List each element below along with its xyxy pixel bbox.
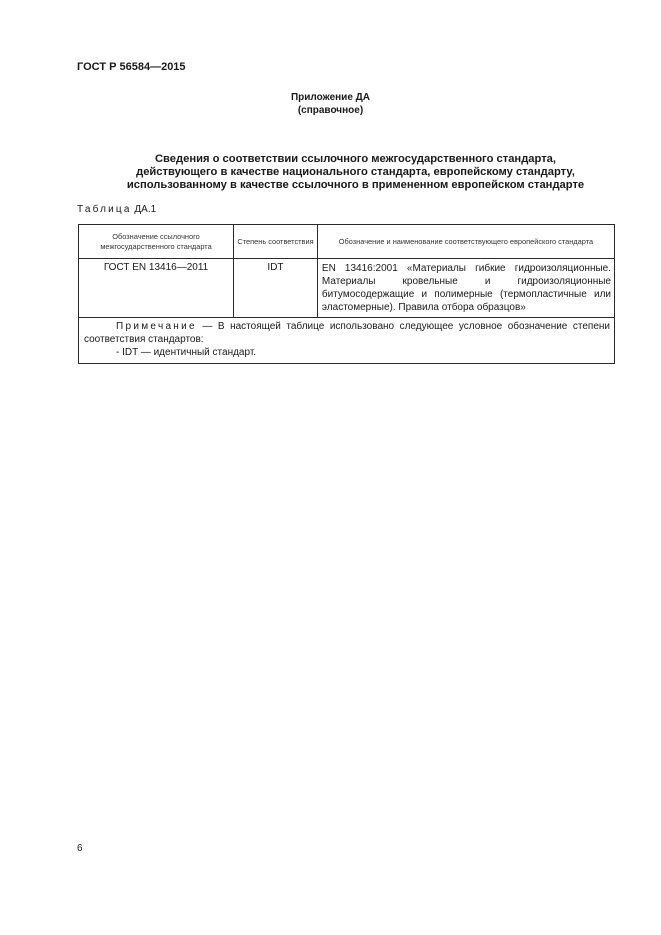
document-id: ГОСТ Р 56584—2015 xyxy=(77,61,186,73)
table-caption-label: Таблица xyxy=(77,204,132,215)
page-number: 6 xyxy=(77,843,83,854)
annex-subtitle: (справочное) xyxy=(297,105,364,116)
column-header-degree: Степень соответствия xyxy=(234,225,318,259)
table-note xyxy=(79,318,615,364)
table-caption-number: ДА.1 xyxy=(134,204,157,215)
annex-title: Приложение ДА xyxy=(290,92,371,103)
annex-heading xyxy=(0,91,661,117)
table-caption xyxy=(77,204,156,215)
note-label: Примечание xyxy=(116,321,197,332)
table-header-row xyxy=(79,225,615,259)
correspondence-table xyxy=(78,224,615,364)
note-paragraph xyxy=(84,320,610,346)
note-text: — В настоящей таблице использовано следующее условное обозначение степени соответствия стандартов: xyxy=(84,321,610,345)
table-row xyxy=(79,259,615,318)
column-header-designation: Обозначение ссылочного межгосударственного стандарта xyxy=(79,225,234,259)
section-heading xyxy=(90,153,621,192)
cell-european: EN 13416:2001 «Материалы гибкие гидроизоляционные. Материалы кровельные и гидроизоляционные битумосодержащие и полимерные (термопластичные или эластомерные). Правила отбора образцов» xyxy=(317,259,614,318)
cell-designation: ГОСТ EN 13416—2011 xyxy=(79,259,234,318)
heading-line-1: Сведения о соответствии ссылочного межгосударственного стандарта, xyxy=(154,153,557,165)
heading-line-3: использованному в качестве ссылочного в примененном европейском стандарте xyxy=(126,179,585,191)
column-header-european: Обозначение и наименование соответствующего европейского стандарта xyxy=(317,225,614,259)
table-note-row xyxy=(79,318,615,364)
cell-degree: IDT xyxy=(234,259,318,318)
note-item: - IDT — идентичный стандарт. xyxy=(116,347,257,358)
heading-line-2: действующего в качестве национального стандарта, европейскому стандарту, xyxy=(136,166,575,178)
